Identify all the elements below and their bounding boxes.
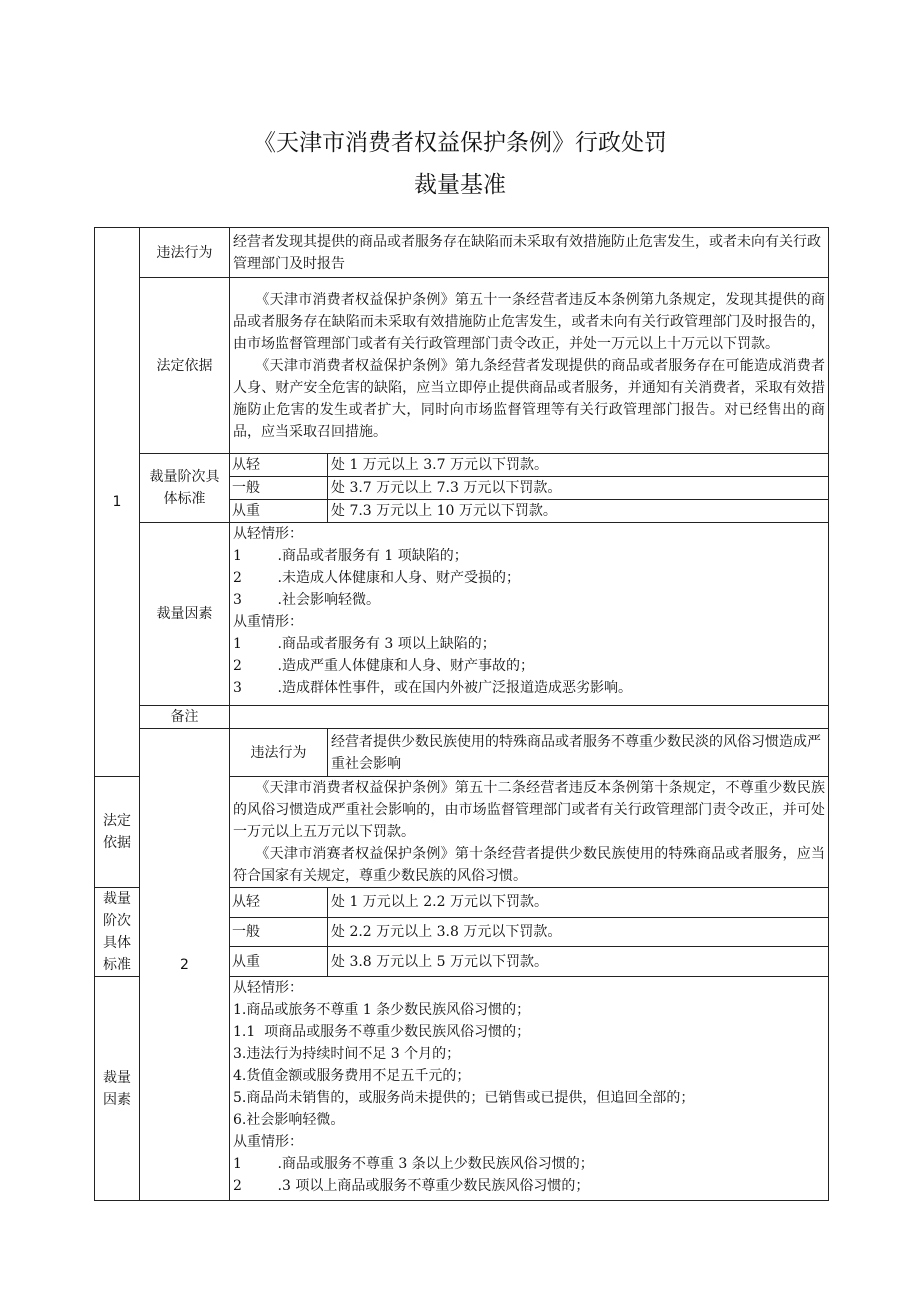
item-number: 2 bbox=[140, 729, 230, 1201]
factor-line: 1 .商品或者服务有 1 项缺陷的； bbox=[233, 548, 468, 564]
factor-line: 2 .3 项以上商品或服务不尊重少数民族风俗习惯的； bbox=[233, 1178, 590, 1194]
factor-line: 3 .社会影响轻微。 bbox=[233, 592, 380, 608]
factor-line: 从重情形： bbox=[233, 614, 303, 630]
violation-label: 违法行为 bbox=[140, 228, 230, 278]
level-standard: 处 1 万元以上 2.2 万元以下罚款。 bbox=[328, 888, 829, 918]
level-name: 从重 bbox=[230, 947, 328, 977]
factors-list bbox=[233, 977, 825, 1199]
level-standard: 处 3.7 万元以上 7.3 万元以下罚款。 bbox=[328, 477, 829, 500]
factor-line: 1.商品或旅务不尊重 1 条少数民族风俗习惯的； bbox=[233, 1002, 531, 1018]
violation-text: 经营者发现其提供的商品或者服务存在缺陷而未采取有效措施防止危害发生，或者未向有关行政管理部门及时报告 bbox=[230, 228, 829, 278]
level-name: 一般 bbox=[230, 477, 328, 500]
factor-line: 4.货值金额或服务费用不足五千元的； bbox=[233, 1068, 471, 1084]
factor-line: 1.1 项商品或服务不尊重少数民族风俗习惯的； bbox=[233, 1024, 531, 1040]
factor-line: 从重情形： bbox=[233, 1134, 303, 1150]
violation-label: 违法行为 bbox=[230, 729, 328, 777]
item-1-factors-row bbox=[95, 523, 829, 706]
legal-basis-paragraph: 《天津市消费者权益保护条例》第五十一条经营者违反本条例第九条规定，发现其提供的商品或者服务存在缺陷而未采取有效措施防止危害发生，或者未向有关行政管理部门及时报告的，由市场监督管理部门或者有关行政管理部门责令改正，并处一万元以上十万元以下罚款。 bbox=[233, 291, 825, 352]
discretion-table bbox=[94, 227, 829, 1201]
factor-line: 从轻情形： bbox=[233, 980, 303, 996]
item-1-legal-basis-row bbox=[95, 278, 829, 454]
level-row bbox=[95, 454, 829, 477]
level-name: 从重 bbox=[230, 500, 328, 523]
factors-label: 裁量因素 bbox=[95, 977, 140, 1201]
legal-basis-text bbox=[230, 777, 829, 888]
legal-basis-label: 法定依据 bbox=[95, 777, 140, 888]
document-title-line1: 《天津市消费者权益保护条例》行政处罚 bbox=[253, 130, 667, 156]
remark-text bbox=[230, 706, 829, 729]
item-2-violation-row bbox=[95, 729, 829, 777]
legal-basis-text bbox=[230, 278, 829, 454]
legal-basis-paragraph: 《天津市消费者权益保护条例》第九条经营者发现提供的商品或者服务存在可能造成消费者人身、财产安全危害的缺陷，应当立即停止提供商品或者服务，并通知有关消费者，采取有效措施防止危害的发生或者扩大，同时向市场监督管理等有关行政管理部门报告。对已经售出的商品，应当采取召回措施。 bbox=[233, 357, 825, 440]
factors-cell bbox=[230, 977, 829, 1201]
remark-label: 备注 bbox=[140, 706, 230, 729]
violation-text: 经营者提供少数民族使用的特殊商品或者服务不尊重少数民淡的风俗习惯造成严重社会影响 bbox=[328, 729, 829, 777]
level-standard: 处 3.8 万元以上 5 万元以下罚款。 bbox=[328, 947, 829, 977]
factors-list bbox=[233, 523, 825, 704]
factor-line: 1 .商品或服务不尊重 3 条以上少数民族风俗习惯的； bbox=[233, 1156, 594, 1172]
legal-basis-paragraph: 《天津市消赛者权益保护条例》第十条经营者提供少数民族使用的特殊商品或者服务，应当符合国家有关规定，尊重少数民族的风俗习惯。 bbox=[233, 846, 825, 884]
factor-line: 2 .造成严重人体健康和人身、财产事故的； bbox=[233, 658, 534, 674]
factor-line: 3 .造成群体性事件，或在国内外被广泛报道造成恶劣影响。 bbox=[233, 680, 632, 696]
item-1-violation-row bbox=[95, 228, 829, 278]
factor-line: 1 .商品或者服务有 3 项以上缺陷的； bbox=[233, 636, 496, 652]
level-standard: 处 2.2 万元以上 3.8 万元以下罚款。 bbox=[328, 917, 829, 947]
level-standard: 处 7.3 万元以上 10 万元以下罚款。 bbox=[328, 500, 829, 523]
factor-line: 2 .未造成人体健康和人身、财产受损的； bbox=[233, 570, 520, 586]
factor-line: 5.商品尚未销售的，或服务尚未提供的；已销售或已提供，但追回全部的； bbox=[233, 1090, 695, 1106]
level-name: 从轻 bbox=[230, 888, 328, 918]
level-standard: 处 1 万元以上 3.7 万元以下罚款。 bbox=[328, 454, 829, 477]
factor-line: 从轻情形： bbox=[233, 526, 303, 542]
item-1-remark-row bbox=[95, 706, 829, 729]
level-standard-label: 裁量阶次具体标准 bbox=[95, 888, 140, 977]
factor-line: 3.违法行为持续时间不足 3 个月的； bbox=[233, 1046, 461, 1062]
factors-cell bbox=[230, 523, 829, 706]
item-number: 1 bbox=[95, 228, 140, 777]
legal-basis-label: 法定依据 bbox=[140, 278, 230, 454]
factor-line: 6.社会影响轻微。 bbox=[233, 1112, 345, 1128]
level-name: 从轻 bbox=[230, 454, 328, 477]
factors-label: 裁量因素 bbox=[140, 523, 230, 706]
level-name: 一般 bbox=[230, 917, 328, 947]
level-standard-label: 裁量阶次具体标准 bbox=[140, 454, 230, 523]
document-title-line2: 裁量基准 bbox=[414, 172, 506, 198]
legal-basis-paragraph: 《天津市消费者权益保护条例》第五十二条经营者违反本条例第十条规定，不尊重少数民族的风俗习惯造成严重社会影响的，由市场监督管理部门或者有关行政管理部门责令改正，并可处一万元以上五万元以下罚款。 bbox=[233, 780, 825, 840]
